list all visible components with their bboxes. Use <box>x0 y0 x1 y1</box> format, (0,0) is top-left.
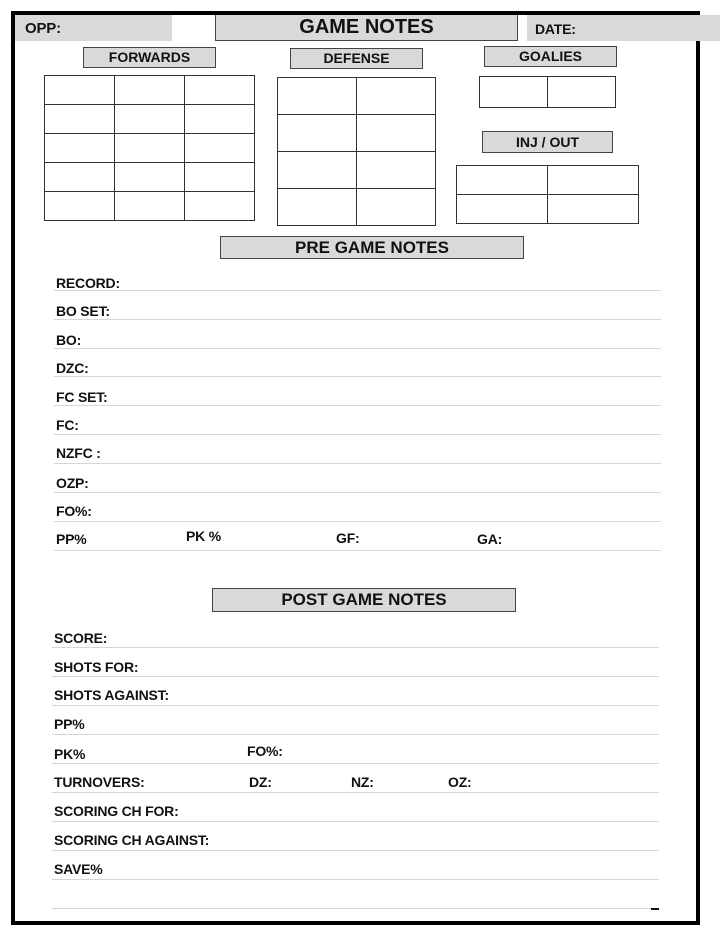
pk-fo-line[interactable] <box>52 763 659 764</box>
injured-header <box>482 131 613 153</box>
forwards-cell[interactable] <box>45 134 115 163</box>
save-pct-label: SAVE% <box>54 861 103 877</box>
post-fo-pct-label: FO%: <box>247 743 283 759</box>
forwards-label: FORWARDS <box>108 49 191 65</box>
fo-pct-line[interactable] <box>54 521 661 522</box>
goalies-header <box>484 46 617 67</box>
defense-cell[interactable] <box>278 115 357 152</box>
goalies-label: GOALIES <box>518 48 582 64</box>
dzc-line[interactable] <box>54 376 661 377</box>
stats-line[interactable] <box>54 550 661 551</box>
post-pp-pct-line[interactable] <box>52 734 659 735</box>
fc-label: FC: <box>56 417 79 433</box>
injured-grid <box>456 165 639 224</box>
injured-cell[interactable] <box>457 195 548 224</box>
fc-set-label: FC SET: <box>56 389 108 405</box>
nzfc-label: NZFC : <box>56 445 101 461</box>
forwards-cell[interactable] <box>115 76 185 105</box>
defense-cell[interactable] <box>357 152 436 189</box>
opp-field[interactable] <box>15 15 172 41</box>
bo-label: BO: <box>56 332 82 348</box>
forwards-cell[interactable] <box>185 105 255 134</box>
forwards-cell[interactable] <box>45 105 115 134</box>
forwards-cell[interactable] <box>185 134 255 163</box>
defense-cell[interactable] <box>357 115 436 152</box>
forwards-cell[interactable] <box>45 163 115 192</box>
turnovers-label: TURNOVERS: <box>54 774 145 790</box>
post-pp-pct-label: PP% <box>54 716 85 732</box>
goalies-grid <box>479 76 616 108</box>
ozp-label: OZP: <box>56 475 89 491</box>
ga-label: GA: <box>477 531 503 547</box>
scoring-ch-against-line[interactable] <box>52 850 659 851</box>
dash-mark <box>651 908 659 910</box>
injured-cell[interactable] <box>457 166 548 195</box>
shots-against-line[interactable] <box>52 705 659 706</box>
defense-cell[interactable] <box>357 189 436 226</box>
defense-header <box>290 48 423 69</box>
forwards-cell[interactable] <box>45 192 115 221</box>
defense-grid <box>277 77 436 226</box>
injured-cell[interactable] <box>548 195 639 224</box>
score-label: SCORE: <box>54 630 108 646</box>
shots-for-line[interactable] <box>52 676 659 677</box>
forwards-cell[interactable] <box>45 76 115 105</box>
oz-label: OZ: <box>448 774 472 790</box>
fc-set-line[interactable] <box>54 405 661 406</box>
page-title-box <box>215 15 518 41</box>
save-pct-line[interactable] <box>52 879 659 880</box>
forwards-cell[interactable] <box>185 163 255 192</box>
dz-label: DZ: <box>249 774 272 790</box>
forwards-cell[interactable] <box>115 105 185 134</box>
gf-label: GF: <box>336 530 360 546</box>
extra-notes-line[interactable] <box>52 908 659 909</box>
defense-cell[interactable] <box>278 189 357 226</box>
bo-set-label: BO SET: <box>56 303 110 319</box>
scoring-ch-against-label: SCORING CH AGAINST: <box>54 832 210 848</box>
post-game-title: POST GAME NOTES <box>281 590 447 609</box>
nz-label: NZ: <box>351 774 374 790</box>
pre-game-title: PRE GAME NOTES <box>295 238 449 257</box>
bo-line[interactable] <box>54 348 661 349</box>
forwards-cell[interactable] <box>185 76 255 105</box>
record-label: RECORD: <box>56 275 120 291</box>
pp-pct-label: PP% <box>56 531 87 547</box>
goalies-cell[interactable] <box>480 77 548 108</box>
score-line[interactable] <box>52 647 659 648</box>
page-title: GAME NOTES <box>299 16 434 38</box>
turnovers-line[interactable] <box>52 792 659 793</box>
shots-for-label: SHOTS FOR: <box>54 659 139 675</box>
forwards-grid <box>44 75 255 221</box>
nzfc-line[interactable] <box>54 463 661 464</box>
defense-cell[interactable] <box>278 152 357 189</box>
dzc-label: DZC: <box>56 360 89 376</box>
date-label: DATE: <box>535 21 576 37</box>
post-pk-pct-label: PK% <box>54 746 86 762</box>
forwards-cell[interactable] <box>115 192 185 221</box>
record-line[interactable] <box>54 290 661 291</box>
forwards-cell[interactable] <box>115 163 185 192</box>
forwards-header <box>83 47 216 68</box>
bo-set-line[interactable] <box>54 319 661 320</box>
ozp-line[interactable] <box>54 492 661 493</box>
forwards-cell[interactable] <box>185 192 255 221</box>
scoring-ch-for-line[interactable] <box>52 821 659 822</box>
pre-game-header <box>220 236 524 259</box>
fo-pct-label: FO%: <box>56 503 92 519</box>
defense-cell[interactable] <box>278 78 357 115</box>
defense-cell[interactable] <box>357 78 436 115</box>
goalies-cell[interactable] <box>548 77 616 108</box>
pk-pct-label: PK % <box>186 528 221 544</box>
injured-label: INJ / OUT <box>515 134 579 150</box>
date-field[interactable] <box>527 15 720 41</box>
shots-against-label: SHOTS AGAINST: <box>54 687 169 703</box>
post-game-header <box>212 588 516 612</box>
defense-label: DEFENSE <box>323 50 390 66</box>
scoring-ch-for-label: SCORING CH FOR: <box>54 803 179 819</box>
forwards-cell[interactable] <box>115 134 185 163</box>
fc-line[interactable] <box>54 434 661 435</box>
opp-label: OPP: <box>25 20 61 37</box>
injured-cell[interactable] <box>548 166 639 195</box>
